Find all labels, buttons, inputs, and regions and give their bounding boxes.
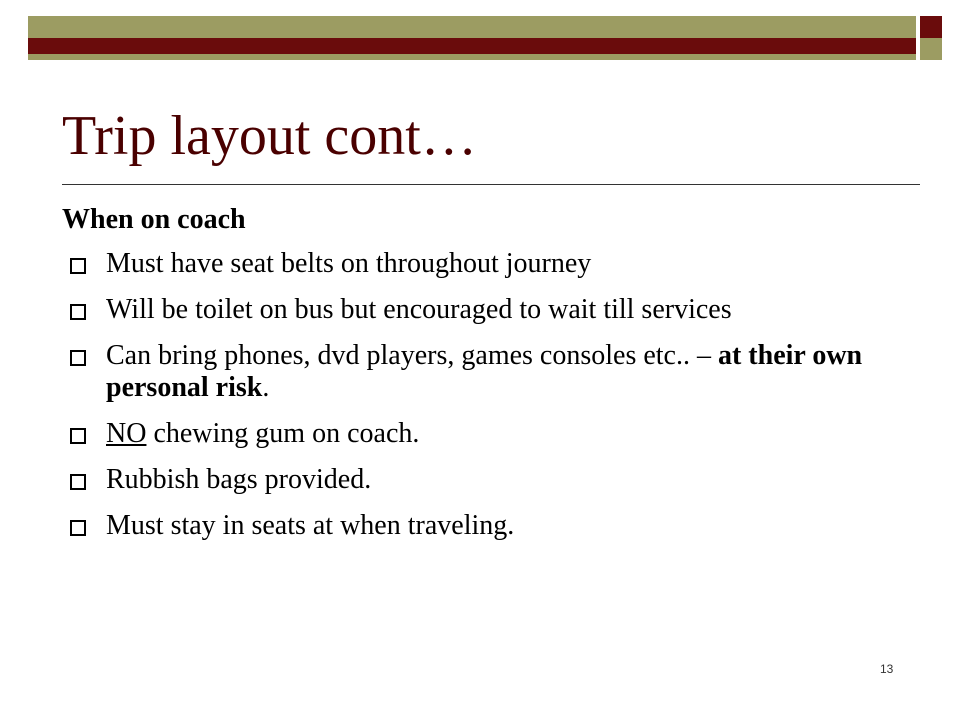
bullet-item-devices	[62, 340, 922, 404]
title-divider	[62, 184, 920, 185]
bullet-text-underlined: NO	[106, 418, 147, 449]
square-bullet-icon	[70, 304, 86, 320]
bullet-text-after: chewing gum on coach.	[146, 418, 420, 449]
bullet-item-seat-belts	[62, 248, 922, 280]
bullet-text: Will be toilet on bus but encouraged to wait till services	[106, 294, 732, 325]
bullet-text-bold: at their own personal risk	[106, 340, 863, 403]
header-olive-band-bottom	[28, 54, 916, 60]
bullet-text-after: .	[262, 372, 270, 403]
square-bullet-icon	[70, 428, 86, 444]
page-number: 13	[880, 662, 894, 676]
slide-title: Trip layout cont…	[62, 105, 477, 167]
bullet-text: Rubbish bags provided.	[106, 464, 372, 495]
square-bullet-icon	[70, 474, 86, 490]
bullet-list	[62, 248, 922, 556]
bullet-text: Must have seat belts on throughout journey	[106, 248, 592, 279]
header-olive-band-top	[28, 16, 916, 38]
square-bullet-icon	[70, 520, 86, 536]
header-maroon-band	[28, 38, 916, 54]
bullet-text-before: Can bring phones, dvd players, games consoles etc.. –	[106, 340, 718, 371]
bullet-item-toilet	[62, 294, 922, 326]
bullet-text: Must stay in seats at when traveling.	[106, 510, 515, 541]
header-corner-maroon-square	[920, 16, 942, 38]
header-corner-olive-square	[920, 38, 942, 60]
slide-subheading: When on coach	[62, 204, 246, 235]
header-decoration	[0, 0, 960, 64]
bullet-item-chewing-gum	[62, 418, 922, 450]
bullet-item-stay-seated	[62, 510, 922, 542]
square-bullet-icon	[70, 350, 86, 366]
bullet-item-rubbish-bags	[62, 464, 922, 496]
square-bullet-icon	[70, 258, 86, 274]
